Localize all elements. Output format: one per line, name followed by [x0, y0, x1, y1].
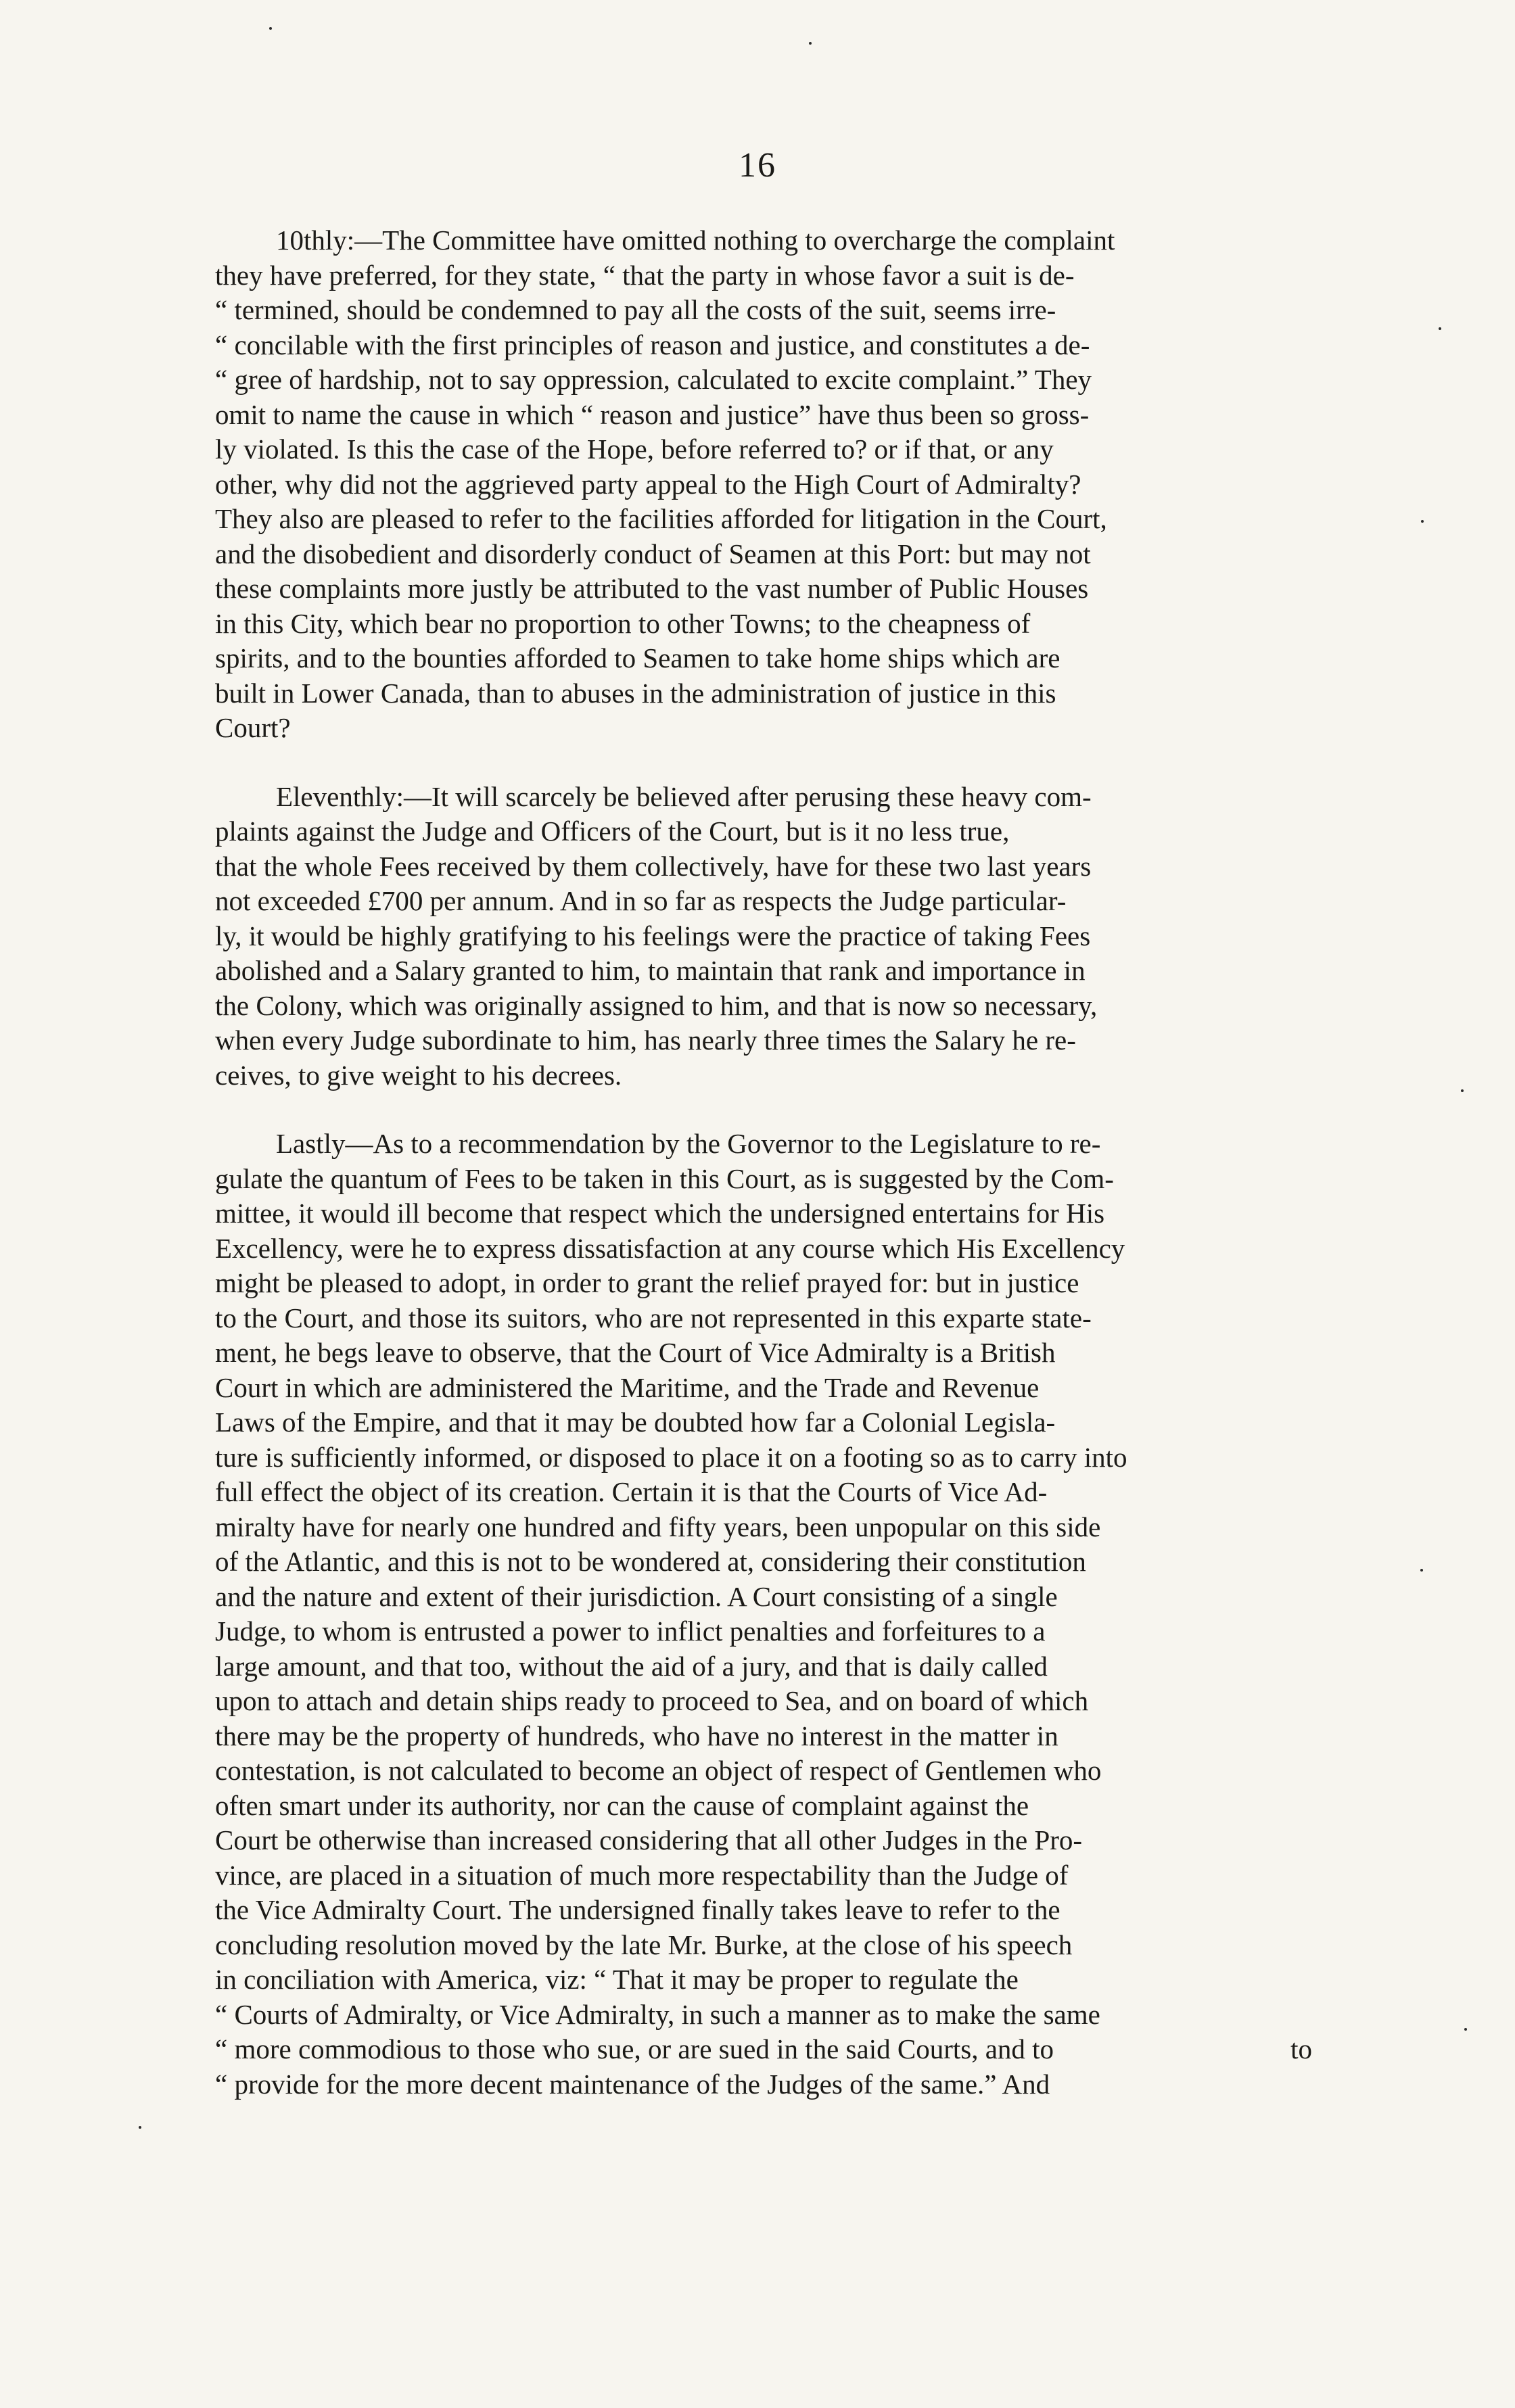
print-speck [1420, 1569, 1423, 1572]
text-line: “ termined, should be condemned to pay all the costs of the suit, seems irre- [215, 294, 1056, 325]
text-line: contestation, is not calculated to become an object of respect of Gentlemen who [215, 1755, 1102, 1786]
text-line: They also are pleased to refer to the facilities afforded for litigation in the Court, [215, 503, 1107, 534]
text-line: of the Atlantic, and this is not to be wondered at, considering their constitution [215, 1546, 1086, 1577]
text-line: built in Lower Canada, than to abuses in the administration of justice in this [215, 677, 1056, 709]
text-line: the Colony, which was originally assigned to him, and that is now so necessary, [215, 989, 1098, 1021]
print-speck [1439, 327, 1441, 330]
text-line: Judge, to whom is entrusted a power to inflict penalties and forfeitures to a [215, 1615, 1046, 1647]
text-line: concluding resolution moved by the late Mr. Burke, at the close of his speech [215, 1929, 1073, 1960]
text-line: gulate the quantum of Fees to be taken in this Court, as is suggested by the Com- [215, 1162, 1114, 1194]
text-line: ly violated. Is this the case of the Hope, before referred to? or if that, or any [215, 433, 1054, 465]
text-line: ceives, to give weight to his decrees. [215, 1059, 622, 1091]
text-line: they have preferred, for they state, “ that the party in whose favor a suit is de- [215, 259, 1075, 291]
text-line: and the nature and extent of their jurisdiction. A Court consisting of a single [215, 1580, 1058, 1612]
text-line: Laws of the Empire, and that it may be doubted how far a Colonial Legisla- [215, 1407, 1056, 1438]
print-speck [1421, 520, 1424, 523]
text-line: “ more commodious to those who sue, or are sued in the said Courts, and to [215, 2033, 1054, 2064]
text-line: Court be otherwise than increased considering that all other Judges in the Pro- [215, 1824, 1083, 1856]
page-number: 16 [739, 146, 776, 185]
paragraph-tenthly [215, 223, 1319, 746]
print-speck [139, 2126, 141, 2129]
text-line: that the whole Fees received by them collectively, have for these two last years [215, 850, 1092, 882]
text-line: there may be the property of hundreds, who have no interest in the matter in [215, 1720, 1058, 1751]
text-line: might be pleased to adopt, in order to grant the relief prayed for: but in justice [215, 1267, 1079, 1298]
text-line: “ gree of hardship, not to say oppression, calculated to excite complaint.” They [215, 364, 1092, 395]
text-line: upon to attach and detain ships ready to proceed to Sea, and on board of which [215, 1685, 1089, 1716]
text-line: miralty have for nearly one hundred and fifty years, been unpopular on this side [215, 1511, 1101, 1542]
text-line: 10thly:—The Committee have omitted nothing to overcharge the complaint [276, 225, 1115, 256]
text-line: when every Judge subordinate to him, has nearly three times the Salary he re- [215, 1024, 1076, 1056]
text-line: in this City, which bear no proportion to other Towns; to the cheapness of [215, 607, 1031, 639]
print-speck [809, 42, 812, 45]
text-line: ture is sufficiently informed, or disposed to place it on a footing so as to carry into [215, 1441, 1127, 1473]
text-line: the Vice Admiralty Court. The undersigned finally takes leave to refer to the [215, 1894, 1060, 1925]
text-line: full effect the object of its creation. Certain it is that the Courts of Vice Ad- [215, 1476, 1048, 1507]
text-line: plaints against the Judge and Officers of the Court, but is it no less true, [215, 816, 1010, 847]
body-text [215, 223, 1319, 2102]
text-line: ly, it would be highly gratifying to his feelings were the practice of taking Fees [215, 920, 1091, 951]
text-line: omit to name the cause in which “ reason and justice” have thus been so gross- [215, 398, 1090, 430]
text-line: mittee, it would ill become that respect which the undersigned entertains for His [215, 1198, 1105, 1229]
text-line: Court in which are administered the Maritime, and the Trade and Revenue [215, 1371, 1040, 1403]
text-line: other, why did not the aggrieved party appeal to the High Court of Admiralty? [215, 468, 1081, 500]
text-line: Court? [215, 712, 291, 743]
text-line: Excellency, were he to express dissatisfaction at any course which His Excellency [215, 1232, 1125, 1264]
print-speck [1464, 2028, 1467, 2031]
text-line: and the disobedient and disorderly conduct of Seamen at this Port: but may not [215, 538, 1091, 569]
catchword: to [1290, 2033, 1312, 2064]
text-line: to the Court, and those its suitors, who are not represented in this exparte state- [215, 1302, 1092, 1333]
text-line: Eleventhly:—It will scarcely be believed after perusing these heavy com- [276, 780, 1092, 812]
text-line: not exceeded £700 per annum. And in so far as respects the Judge particular- [215, 885, 1067, 916]
text-line: “ concilable with the first principles of reason and justice, and constitutes a de- [215, 329, 1090, 360]
text-line: vince, are placed in a situation of much more respectability than the Judge of [215, 1859, 1069, 1891]
text-line: “ Courts of Admiralty, or Vice Admiralty, in such a manner as to make the same [215, 1998, 1100, 2030]
text-line: these complaints more justly be attributed to the vast number of Public Houses [215, 573, 1089, 604]
text-line: often smart under its authority, nor can the cause of complaint against the [215, 1789, 1029, 1821]
paragraph-lastly [215, 1127, 1319, 2102]
paragraph-eleventhly [215, 780, 1319, 1093]
paragraph-gap [215, 746, 1319, 780]
text-line: abolished and a Salary granted to him, to maintain that rank and importance in [215, 955, 1086, 986]
text-line: Lastly—As to a recommendation by the Governor to the Legislature to re- [276, 1128, 1101, 1159]
text-line: in conciliation with America, viz: “ That it may be proper to regulate the [215, 1964, 1019, 1995]
text-line: “ provide for the more decent maintenance of the Judges of the same.” And [215, 2068, 1050, 2100]
text-line: large amount, and that too, without the aid of a jury, and that is daily called [215, 1650, 1048, 1682]
print-speck [1461, 1089, 1464, 1092]
text-line: ment, he begs leave to observe, that the Court of Vice Admiralty is a British [215, 1337, 1056, 1368]
text-line: spirits, and to the bounties afforded to Seamen to take home ships which are [215, 642, 1060, 674]
print-speck [269, 27, 272, 30]
paragraph-gap [215, 1093, 1319, 1127]
